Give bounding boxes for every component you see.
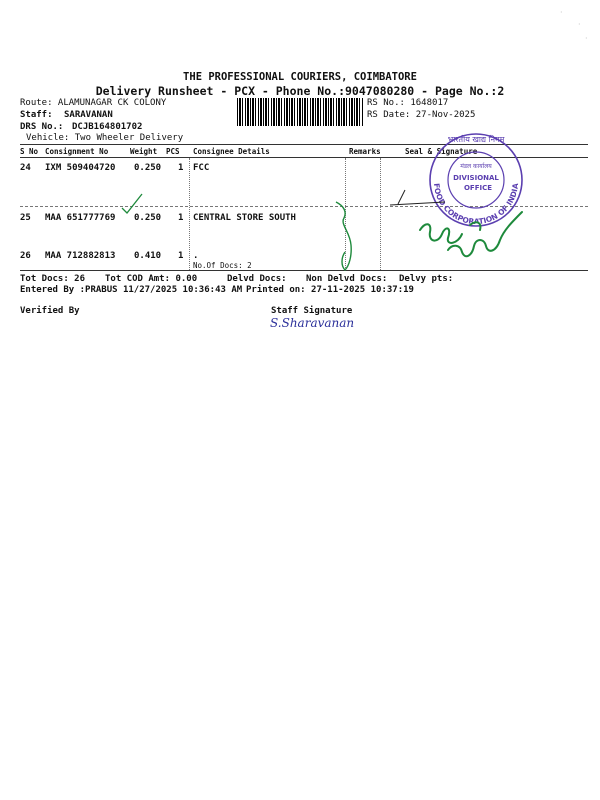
col-sno: S No — [20, 147, 39, 156]
row-details: CENTRAL STORE SOUTH — [193, 213, 296, 223]
col-consignment: Consignment No — [45, 147, 109, 156]
rs-date: RS Date: 27-Nov-2025 — [367, 110, 476, 120]
staff-value: SARAVANAN — [64, 110, 113, 120]
company-title: THE PROFESSIONAL COURIERS, COIMBATORE — [183, 71, 417, 83]
col-seal-signature: Seal & Signature — [405, 147, 478, 156]
stamp-line3: OFFICE — [463, 184, 493, 192]
row-details: . — [193, 251, 199, 261]
runsheet-subtitle: Delivery Runsheet - PCX - Phone No.:9047080280 - Page No.:2 — [95, 84, 505, 98]
row-sno: 24 — [20, 163, 31, 173]
receiver-signature — [420, 212, 522, 256]
row-details: FCC — [193, 163, 210, 173]
row-weight: 0.250 — [134, 213, 162, 223]
stamp-hindi-top: भारतीय खाद्य निगम — [447, 135, 505, 144]
scan-speck: · — [585, 34, 588, 43]
row-sno: 26 — [20, 251, 31, 261]
row-pcs: 1 — [178, 163, 184, 173]
drs-value: DCJB164801702 — [72, 122, 143, 132]
delivery-points: Delvy pts: — [399, 274, 454, 284]
printed-on: Printed on: 27-11-2025 10:37:19 — [246, 285, 414, 295]
row-consignment: IXM 509404720 — [45, 163, 116, 173]
stamp-ring-text: FOOD CORPORATION OF INDIA — [431, 182, 521, 227]
row-consignment: MAA 712882813 — [45, 251, 116, 261]
scan-speck: · — [578, 20, 581, 29]
route-text: Route: ALAMUNAGAR CK COLONY — [20, 98, 167, 108]
drs-label: DRS No.: — [20, 122, 64, 132]
row-sno: 25 — [20, 213, 31, 223]
col-remarks: Remarks — [349, 147, 381, 156]
vehicle-text: Vehicle: Two Wheeler Delivery — [26, 133, 184, 143]
row-pcs: 1 — [178, 251, 184, 261]
total-cod: Tot COD Amt: 0.00 — [105, 274, 198, 284]
col-pcs: PCS — [166, 147, 180, 156]
stamp-line2: DIVISIONAL — [453, 174, 499, 182]
green-check-mark — [122, 194, 142, 213]
col-consignee: Consignee Details — [193, 147, 270, 156]
rs-number: RS No.: 1648017 — [367, 98, 449, 108]
dark-pen-mark — [390, 190, 445, 205]
row-doc-count: No.Of Docs: 2 — [193, 261, 252, 270]
row-consignment: MAA 651777769 — [45, 213, 116, 223]
total-docs: Tot Docs: 26 — [20, 274, 86, 284]
entered-by: Entered By :PRABUS 11/27/2025 10:36:43 AM — [20, 285, 243, 295]
row-weight: 0.410 — [134, 251, 162, 261]
row-weight: 0.250 — [134, 163, 162, 173]
delivered-docs: Delvd Docs: — [227, 274, 287, 284]
scan-speck: · — [560, 8, 563, 17]
row-pcs: 1 — [178, 213, 184, 223]
staff-label: Staff: — [20, 110, 53, 120]
staff-handwritten-signature: S.Sharavanan — [270, 316, 355, 330]
non-delivered-docs: Non Delvd Docs: — [306, 274, 388, 284]
staff-signature-label: Staff Signature — [271, 306, 353, 316]
col-weight: Weight — [130, 147, 158, 156]
green-pen-stroke — [336, 202, 351, 270]
stamp-line1: मंडल कार्यालय — [460, 163, 492, 170]
verified-by: Verified By — [20, 306, 80, 316]
ink-marks — [0, 0, 600, 300]
